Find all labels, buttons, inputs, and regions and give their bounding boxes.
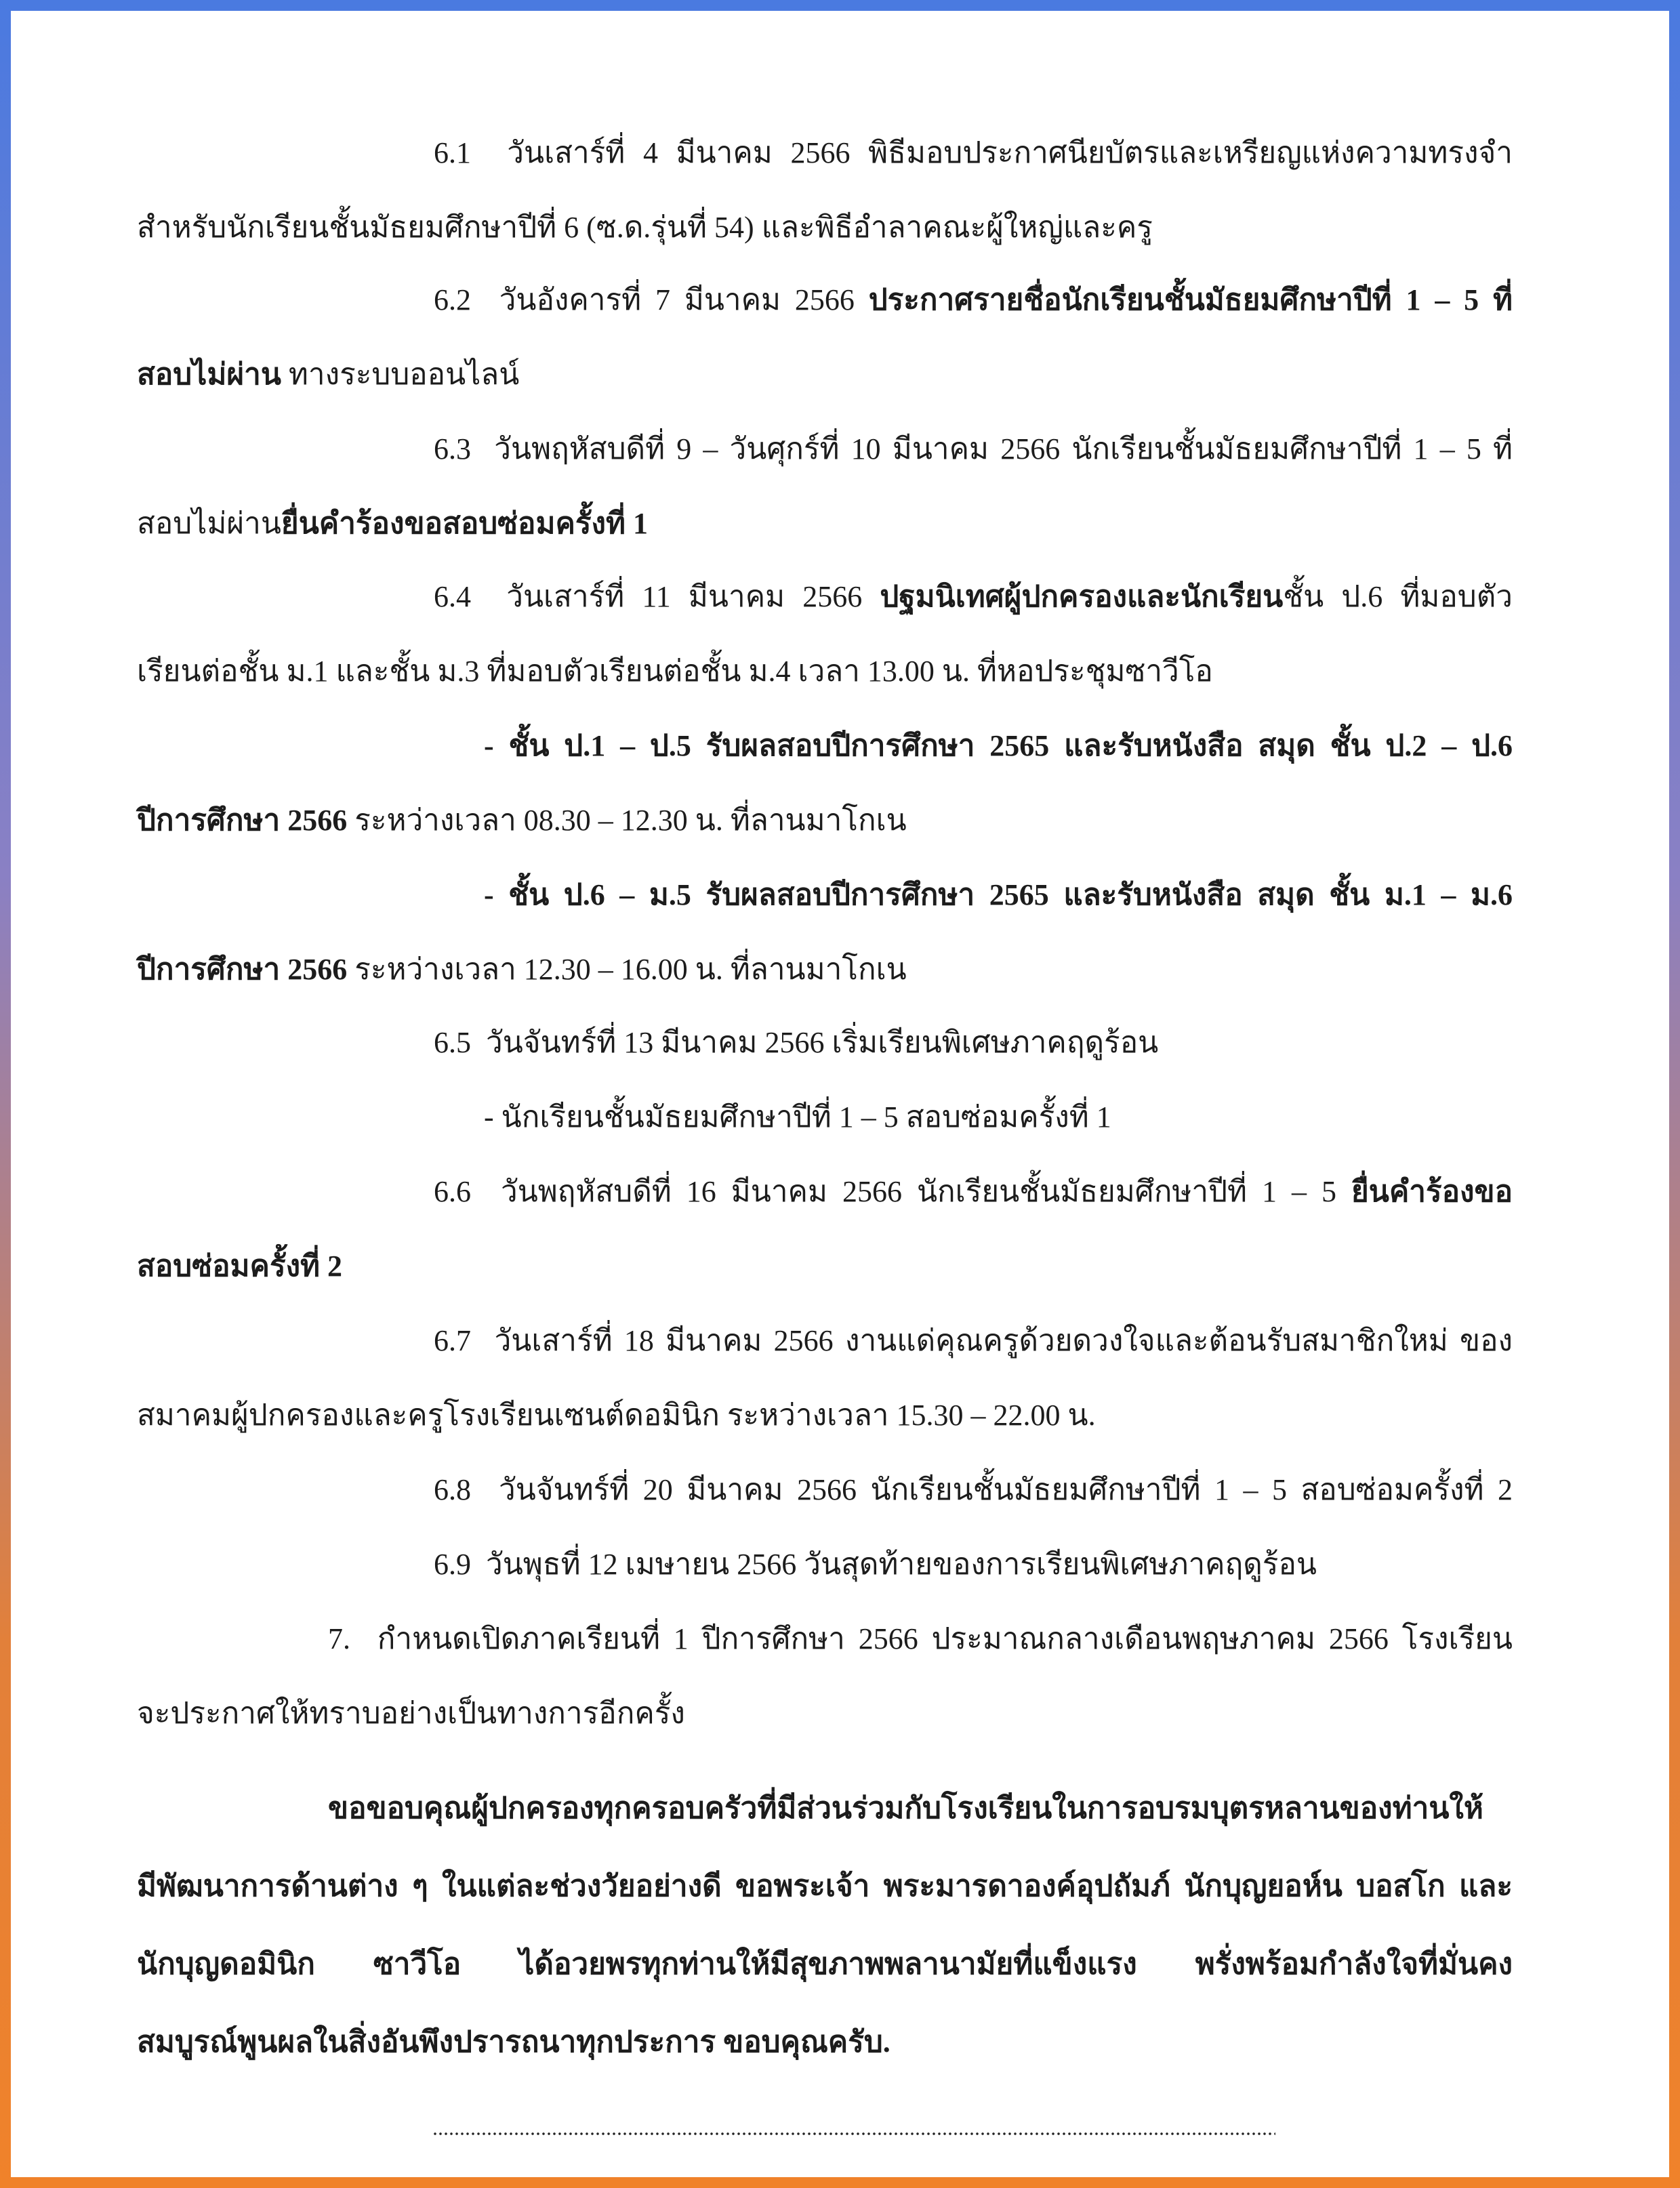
item-6-4-sub-1-line-2	[137, 800, 907, 841]
item-6-4-line-2: เรียนต่อชั้น ม.1 และชั้น ม.3 ที่มอบตัวเรียนต่อชั้น ม.4 เวลา 13.00 น. ที่หอประชุมซาวีโอ	[137, 655, 1213, 688]
item-6-5-sub: - นักเรียนชั้นมัธยมศึกษาปีที่ 1 – 5 สอบซ่อมครั้งที่ 1	[484, 1100, 1111, 1134]
item-6-9-line-1	[434, 1544, 1317, 1585]
item-text: วันจันทร์ที่ 13 มีนาคม 2566 เริ่มเรียนพิเศษภาคฤดูร้อน	[486, 1026, 1159, 1059]
item-6-8-line-1	[434, 1470, 1513, 1510]
item-text: วันเสาร์ที่ 4 มีนาคม 2566 พิธีมอบประกาศนียบัตรและเหรียญแห่งความทรงจำ	[507, 136, 1513, 169]
item-number: 6.9	[434, 1548, 471, 1581]
item-text-bold: ประกาศรายชื่อนักเรียนชั้นมัธยมศึกษาปีที่ 1 – 5 ที่	[868, 283, 1513, 316]
item-text: ระหว่างเวลา 08.30 – 12.30 น. ที่ลานมาโกเน	[347, 804, 907, 837]
closing-line-1	[328, 1788, 1513, 1829]
dotted-divider	[432, 2132, 1275, 2136]
item-text: วันพฤหัสบดีที่ 9 – วันศุกร์ที่ 10 มีนาคม 2566 นักเรียนชั้นมัธยมศึกษาปีที่ 1 – 5 ที่	[494, 432, 1513, 466]
item-6-7-line-2: สมาคมผู้ปกครองและครูโรงเรียนเซนต์ดอมินิก ระหว่างเวลา 15.30 – 22.00 น.	[137, 1399, 1096, 1432]
item-6-7-line-1	[434, 1321, 1513, 1361]
item-text-bold: สอบซ่อมครั้งที่ 2	[137, 1250, 343, 1283]
item-text: วันพุธที่ 12 เมษายน 2566 วันสุดท้ายของการเรียนพิเศษภาคฤดูร้อน	[486, 1548, 1317, 1581]
item-6-2-line-2	[137, 354, 519, 395]
item-text: วันพฤหัสบดีที่ 16 มีนาคม 2566 นักเรียนชั้นมัธยมศึกษาปีที่ 1 – 5	[500, 1175, 1351, 1208]
closing-text: มีพัฒนาการด้านต่าง ๆ ในแต่ละช่วงวัยอย่างดี ขอพระเจ้า พระมารดาองค์อุปถัมภ์ นักบุญยอห์น บอสโก และ	[137, 1870, 1513, 1903]
item-text-bold: สอบไม่ผ่าน	[137, 358, 281, 391]
closing-line-2	[137, 1866, 1513, 1907]
item-6-5-line-1	[434, 1023, 1158, 1063]
item-6-1-line-2: สำหรับนักเรียนชั้นมัธยมศึกษาปีที่ 6 (ซ.ด.รุ่นที่ 54) และพิธีอำลาคณะผู้ใหญ่และครู	[137, 211, 1153, 244]
item-7-line-1	[328, 1619, 1513, 1659]
item-text-bold: ปีการศึกษา 2566	[137, 804, 348, 837]
item-text: วันเสาร์ที่ 11 มีนาคม 2566	[506, 580, 880, 613]
item-text: วันเสาร์ที่ 18 มีนาคม 2566 งานแด่คุณครูด้วยดวงใจและต้อนรับสมาชิกใหม่ ของ	[494, 1324, 1513, 1357]
item-number: 7.	[328, 1622, 350, 1655]
item-number: 6.1	[434, 136, 471, 169]
item-6-2-line-1	[434, 280, 1513, 321]
item-text-bold: ยื่นคำร้องขอ	[1351, 1175, 1513, 1208]
item-text: ชั้น ป.6 ที่มอบตัว	[1283, 580, 1513, 613]
item-text: วันอังคารที่ 7 มีนาคม 2566	[499, 283, 869, 316]
item-text-bold: ปีการศึกษา 2566	[137, 953, 348, 986]
document-page	[11, 11, 1669, 2177]
item-text: สอบไม่ผ่าน	[137, 507, 281, 540]
item-number: 6.4	[434, 580, 471, 613]
closing-line-4	[137, 2022, 890, 2063]
item-text-bold: ยื่นคำร้องขอสอบซ่อมครั้งที่ 1	[281, 507, 649, 540]
item-number: 6.2	[434, 283, 471, 316]
item-7-line-2: จะประกาศให้ทราบอย่างเป็นทางการอีกครั้ง	[137, 1697, 685, 1730]
item-6-4-line-1	[434, 577, 1513, 617]
closing-text: สมบูรณ์พูนผลในสิ่งอันพึงปรารถนาทุกประการ ขอบคุณครับ.	[137, 2025, 890, 2059]
item-number: 6.8	[434, 1473, 471, 1506]
item-6-4-sub-2-line-2	[137, 949, 907, 990]
item-text: ระหว่างเวลา 12.30 – 16.00 น. ที่ลานมาโกเน	[347, 953, 907, 986]
item-text: กำหนดเปิดภาคเรียนที่ 1 ปีการศึกษา 2566 ประมาณกลางเดือนพฤษภาคม 2566 โรงเรียน	[377, 1622, 1513, 1655]
item-text-bold: ปฐมนิเทศผู้ปกครองและนักเรียน	[880, 580, 1284, 613]
item-number: 6.3	[434, 432, 471, 466]
closing-text: ขอขอบคุณผู้ปกครองทุกครอบครัวที่มีส่วนร่วมกับโรงเรียนในการอบรมบุตรหลานของท่านให้	[328, 1792, 1483, 1825]
item-6-6-line-1	[434, 1172, 1513, 1212]
item-number: 6.7	[434, 1324, 471, 1357]
item-6-4-sub-2-line-1	[484, 875, 1513, 915]
item-6-3-line-2	[137, 503, 648, 544]
item-text-bold: - ชั้น ป.6 – ม.5 รับผลสอบปีการศึกษา 2565 และรับหนังสือ สมุด ชั้น ม.1 – ม.6	[484, 878, 1513, 911]
item-number: 6.5	[434, 1026, 471, 1059]
closing-text: นักบุญดอมินิก ซาวีโอ ได้อวยพรทุกท่านให้มีสุขภาพพลานามัยที่แข็งแรง พรั่งพร้อมกำลังใจที่มั่นคง	[137, 1947, 1513, 1981]
item-6-3-line-1	[434, 429, 1513, 470]
item-text-bold: - ชั้น ป.1 – ป.5 รับผลสอบปีการศึกษา 2565 และรับหนังสือ สมุด ชั้น ป.2 – ป.6	[484, 729, 1513, 762]
item-6-1-line-1	[434, 133, 1513, 173]
closing-line-3	[137, 1944, 1513, 1985]
item-6-4-sub-1-line-1	[484, 726, 1513, 766]
item-6-6-line-2	[137, 1246, 342, 1287]
item-text: วันจันทร์ที่ 20 มีนาคม 2566 นักเรียนชั้นมัธยมศึกษาปีที่ 1 – 5 สอบซ่อมครั้งที่ 2	[498, 1473, 1513, 1506]
item-text: ทางระบบออนไลน์	[281, 358, 520, 391]
item-number: 6.6	[434, 1175, 471, 1208]
